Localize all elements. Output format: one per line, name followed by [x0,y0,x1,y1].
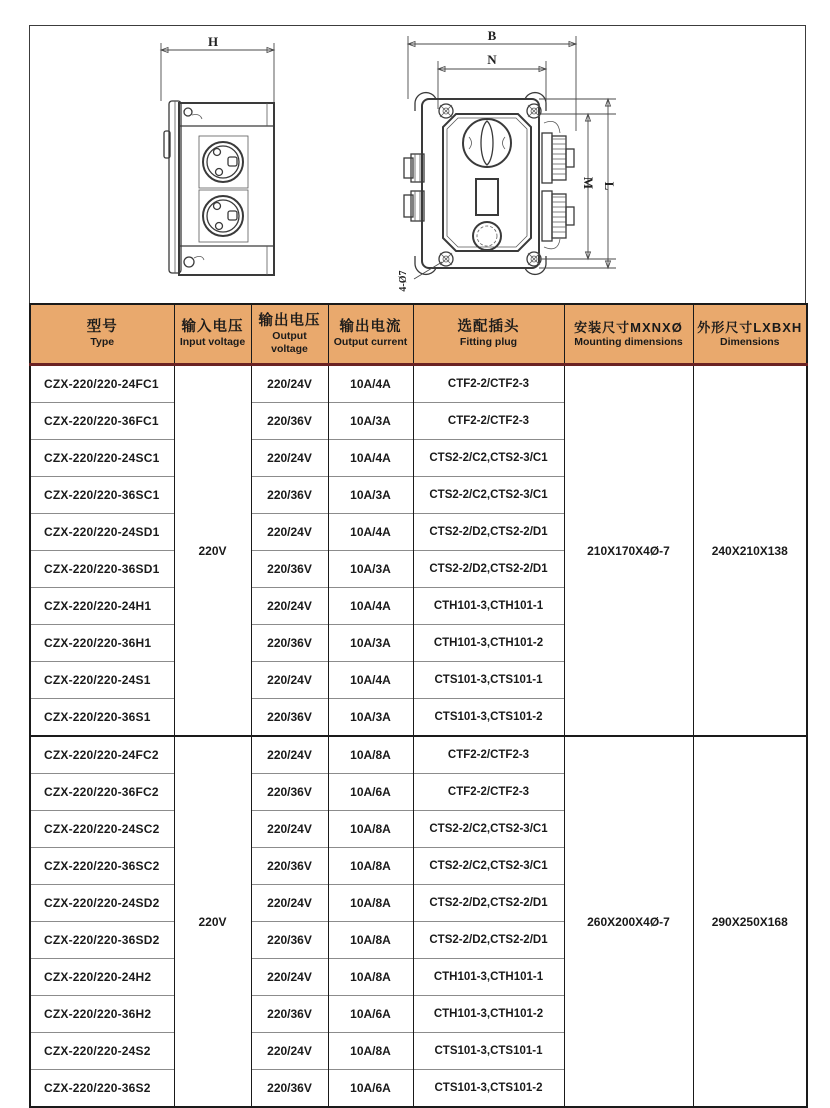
type-cell: CZX-220/220-36S2 [30,1070,174,1108]
fitting-plug-cell: CTS2-2/C2,CTS2-3/C1 [413,477,564,514]
output-current-cell: 10A/6A [328,774,413,811]
type-cell: CZX-220/220-24FC1 [30,365,174,403]
col-header-dimensions: 外形尺寸LXBXH Dimensions [693,304,807,365]
fitting-plug-cell: CTS2-2/D2,CTS2-2/D1 [413,885,564,922]
output-current-cell: 10A/4A [328,588,413,625]
col-header-output-voltage: 输出电压 Output voltage [251,304,328,365]
fitting-plug-cell: CTS2-2/D2,CTS2-2/D1 [413,551,564,588]
output-voltage-cell: 220/36V [251,699,328,737]
output-voltage-cell: 220/36V [251,403,328,440]
fitting-plug-cell: CTS101-3,CTS101-1 [413,662,564,699]
output-current-cell: 10A/8A [328,736,413,774]
type-cell: CZX-220/220-24H2 [30,959,174,996]
output-current-cell: 10A/3A [328,403,413,440]
output-current-cell: 10A/3A [328,699,413,737]
fitting-plug-cell: CTH101-3,CTH101-2 [413,625,564,662]
fitting-plug-cell: CTS101-3,CTS101-2 [413,699,564,737]
fitting-plug-cell: CTF2-2/CTF2-3 [413,736,564,774]
dim-label-h: H [207,34,219,49]
rotary-switch [463,119,511,167]
output-current-cell: 10A/4A [328,440,413,477]
type-cell: CZX-220/220-36SC1 [30,477,174,514]
type-cell: CZX-220/220-36H2 [30,996,174,1033]
output-voltage-cell: 220/36V [251,625,328,662]
output-voltage-cell: 220/24V [251,885,328,922]
plug-connector-1 [542,121,574,183]
col-header-output-current: 输出电流 Output current [328,304,413,365]
output-voltage-cell: 220/24V [251,959,328,996]
bolt-bottom [184,257,194,267]
col-header-input-voltage: 输入电压 Input voltage [174,304,251,365]
output-voltage-cell: 220/24V [251,365,328,403]
output-current-cell: 10A/3A [328,551,413,588]
output-voltage-cell: 220/36V [251,848,328,885]
fitting-plug-cell: CTH101-3,CTH101-1 [413,588,564,625]
output-current-cell: 10A/8A [328,811,413,848]
mounting-dimensions-cell: 260X200X4Ø-7 [564,736,693,1107]
dim-label-m: M [581,176,596,190]
col-header-fitting-plug: 选配插头 Fitting plug [413,304,564,365]
output-current-cell: 10A/3A [328,477,413,514]
dimensions-cell: 290X250X168 [693,736,807,1107]
type-cell: CZX-220/220-24FC2 [30,736,174,774]
side-view-drawing [151,34,286,289]
type-cell: CZX-220/220-24SC2 [30,811,174,848]
output-voltage-cell: 220/24V [251,588,328,625]
fitting-plug-cell: CTS2-2/C2,CTS2-3/C1 [413,848,564,885]
output-voltage-cell: 220/24V [251,662,328,699]
output-current-cell: 10A/3A [328,625,413,662]
type-cell: CZX-220/220-36FC1 [30,403,174,440]
output-current-cell: 10A/4A [328,365,413,403]
dimensions-cell: 240X210X138 [693,365,807,737]
output-voltage-cell: 220/24V [251,514,328,551]
output-current-cell: 10A/6A [328,1070,413,1108]
input-voltage-cell: 220V [174,736,251,1107]
type-cell: CZX-220/220-24SD2 [30,885,174,922]
output-voltage-cell: 220/24V [251,811,328,848]
enclosure-body [422,99,539,268]
fitting-plug-cell: CTF2-2/CTF2-3 [413,403,564,440]
fitting-plug-cell: CTS101-3,CTS101-2 [413,1070,564,1108]
type-cell: CZX-220/220-36S1 [30,699,174,737]
front-view-drawing [356,28,641,296]
type-cell: CZX-220/220-24S1 [30,662,174,699]
fitting-plug-cell: CTH101-3,CTH101-1 [413,959,564,996]
output-current-cell: 10A/8A [328,922,413,959]
output-voltage-cell: 220/36V [251,996,328,1033]
header-row [30,304,807,365]
output-current-cell: 10A/8A [328,1033,413,1070]
face-panel [443,114,531,251]
fitting-plug-cell: CTS2-2/C2,CTS2-3/C1 [413,811,564,848]
col-header-type: 型号 Type [30,304,174,365]
output-voltage-cell: 220/36V [251,551,328,588]
holes-callout: 4-Ø7 [398,270,409,292]
output-voltage-cell: 220/24V [251,1033,328,1070]
output-current-cell: 10A/8A [328,959,413,996]
type-cell: CZX-220/220-24S2 [30,1033,174,1070]
fitting-plug-cell: CTS2-2/C2,CTS2-3/C1 [413,440,564,477]
type-cell: CZX-220/220-24H1 [30,588,174,625]
type-cell: CZX-220/220-36SD2 [30,922,174,959]
type-cell: CZX-220/220-24SC1 [30,440,174,477]
output-current-cell: 10A/4A [328,514,413,551]
type-cell: CZX-220/220-36FC2 [30,774,174,811]
fitting-plug-cell: CTF2-2/CTF2-3 [413,774,564,811]
output-current-cell: 10A/4A [328,662,413,699]
output-voltage-cell: 220/24V [251,736,328,774]
mounting-dimensions-cell: 210X170X4Ø-7 [564,365,693,737]
output-voltage-cell: 220/36V [251,774,328,811]
type-cell: CZX-220/220-24SD1 [30,514,174,551]
output-current-cell: 10A/8A [328,885,413,922]
fitting-plug-cell: CTS2-2/D2,CTS2-2/D1 [413,922,564,959]
drawings-frame [29,25,806,304]
output-current-cell: 10A/6A [328,996,413,1033]
spec-table [29,303,808,1108]
fitting-plug-cell: CTF2-2/CTF2-3 [413,365,564,403]
window [476,179,498,215]
fitting-plug-cell: CTS2-2/D2,CTS2-2/D1 [413,514,564,551]
dim-label-l: L [602,181,617,191]
type-cell: CZX-220/220-36SD1 [30,551,174,588]
table-row [30,736,807,774]
fitting-plug-cell: CTS101-3,CTS101-1 [413,1033,564,1070]
col-header-mounting-dimensions: 安装尺寸MXNXØ Mounting dimensions [564,304,693,365]
output-voltage-cell: 220/36V [251,1070,328,1108]
dim-label-n: N [487,52,497,67]
dim-label-b: B [487,28,497,43]
datasheet-page [29,25,806,1095]
type-cell: CZX-220/220-36H1 [30,625,174,662]
output-current-cell: 10A/8A [328,848,413,885]
output-voltage-cell: 220/36V [251,922,328,959]
plug-connector-2 [542,191,574,249]
fitting-plug-cell: CTH101-3,CTH101-2 [413,996,564,1033]
input-voltage-cell: 220V [174,365,251,737]
table-row [30,365,807,403]
type-cell: CZX-220/220-36SC2 [30,848,174,885]
output-voltage-cell: 220/36V [251,477,328,514]
output-voltage-cell: 220/24V [251,440,328,477]
bolt-top [184,108,192,116]
